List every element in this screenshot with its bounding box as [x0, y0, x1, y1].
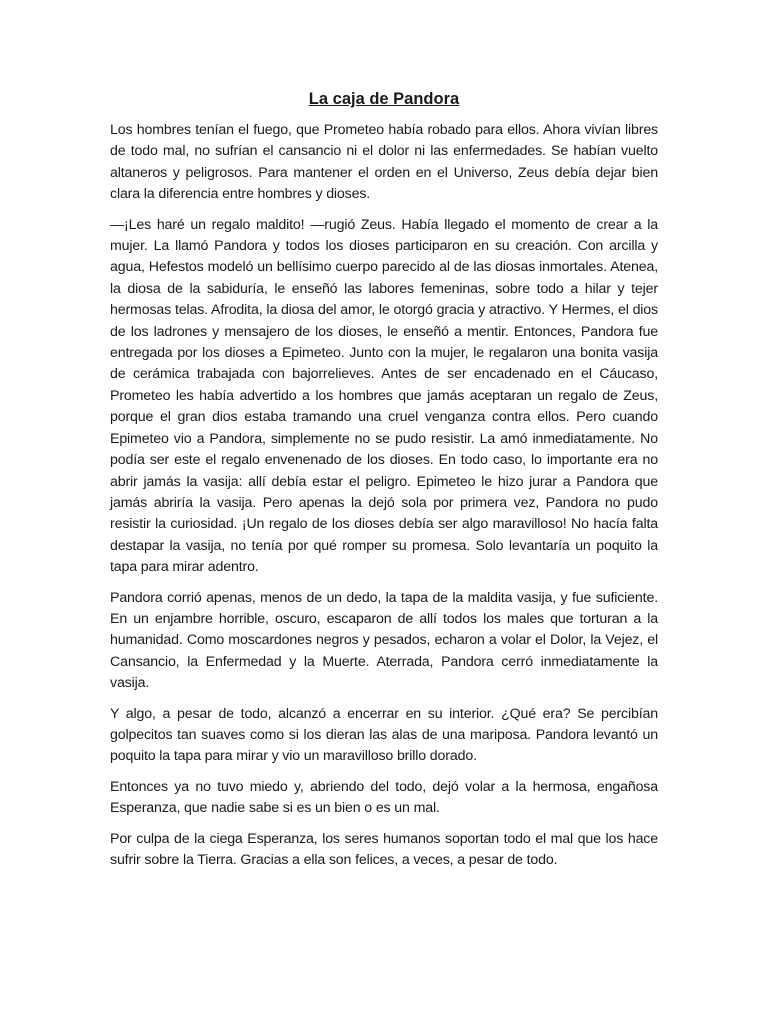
paragraph-1: Los hombres tenían el fuego, que Prometeo había robado para ellos. Ahora vivían libres de todo mal, no sufrían el cansancio ni el dolor ni las enfermedades. Se habían vuelto altaneros y peligrosos. Para mantener el orden en el Universo, Zeus debía dejar bien clara la diferencia entre hombres y dioses.	[110, 122, 658, 203]
paragraph-6: Por culpa de la ciega Esperanza, los seres humanos soportan todo el mal que los hace sufrir sobre la Tierra. Gracias a ella son felices, a veces, a pesar de todo.	[110, 830, 658, 868]
document-title: La caja de Pandora	[308, 90, 460, 108]
paragraph-2: —¡Les haré un regalo maldito! —rugió Zeus. Había llegado el momento de crear a la mujer. La llamó Pandora y todos los dioses participaron en su creación. Con arcilla y agua, Hefestos modeló un bellísimo cuerpo parecido al de las diosas inmortales. Atenea, la diosa de la sabiduría, le enseñó las labores femeninas, sobre todo a hilar y tejer hermosas telas. Afrodita, la diosa del amor, le otorgó gracia y atractivo. Y Hermes, el dios de los ladrones y mensajero de los dioses, le enseñó a mentir. Entonces, Pandora fue entregada por los dioses a Epimeteo. Junto con la mujer, le regalaron una bonita vasija de cerámica trabajada con bajorrelieves. Antes de ser encadenado en el Cáucaso, Prometeo les había advertido a los hombres que jamás aceptaran un regalo de Zeus, porque el gran dios estaba tramando una cruel venganza contra ellos. Pero cuando Epimeteo vio a Pandora, simplemente no se pudo resistir. La amó inmediatamente. No podía ser este el regalo envenenado de los dioses. En todo caso, lo importante era no abrir jamás la vasija: allí debía estar el peligro. Epimeteo le hizo jurar a Pandora que jamás abriría la vasija. Pero apenas la dejó sola por primera vez, Pandora no pudo resistir la curiosidad. ¡Un regalo de los dioses debía ser algo maravilloso! No hacía falta destapar la vasija, no tenía por qué romper su promesa. Solo levantaría un poquito la tapa para mirar adentro.	[110, 216, 658, 576]
document-page	[110, 88, 658, 880]
paragraph-3: Pandora corrió apenas, menos de un dedo, la tapa de la maldita vasija, y fue suficiente. En un enjambre horrible, oscuro, escaparon de allí todos los males que torturan a la humanidad. Como moscardones negros y pesados, echaron a volar el Dolor, la Vejez, el Cansancio, la Enfermedad y la Muerte. Aterrada, Pandora cerró inmediatamente la vasija.	[110, 589, 658, 692]
paragraph-4: Y algo, a pesar de todo, alcanzó a encerrar en su interior. ¿Qué era? Se percibían golpecitos tan suaves como si los dieran las alas de una mariposa. Pandora levantó un poquito la tapa para mirar y vio un maravilloso brillo dorado.	[110, 705, 658, 765]
paragraph-5: Entonces ya no tuvo miedo y, abriendo del todo, dejó volar a la hermosa, engañosa Esperanza, que nadie sabe si es un bien o es un mal.	[110, 778, 658, 817]
